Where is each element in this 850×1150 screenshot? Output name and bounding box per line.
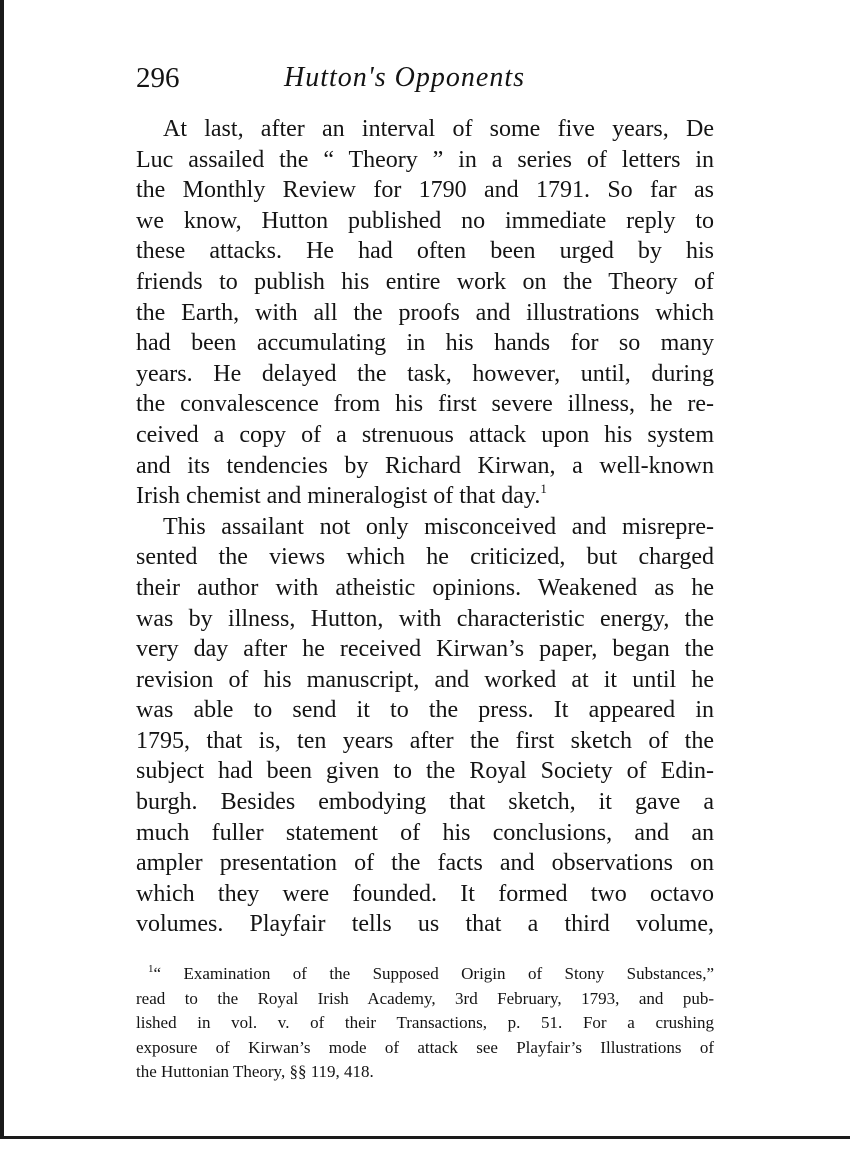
text-line: and its tendencies by Richard Kirwan, a well-known <box>136 452 714 479</box>
footnote-line: the Huttonian Theory, §§ 119, 418. <box>136 1062 374 1082</box>
body-text <box>136 114 714 940</box>
page-edge-left <box>0 0 4 1138</box>
book-page <box>136 58 714 1085</box>
page-edge-bottom <box>0 1136 850 1139</box>
text-line: revision of his manuscript, and worked at it until he <box>136 666 714 693</box>
footnote-marker: 1 <box>148 963 154 976</box>
text-line: 1795, that is, ten years after the first sketch of the <box>136 727 714 754</box>
text-line: was by illness, Hutton, with characteristic energy, the <box>136 605 714 632</box>
text-line: ceived a copy of a strenuous attack upon his system <box>136 421 714 448</box>
text-line: the Monthly Review for 1790 and 1791. So far as <box>136 177 714 204</box>
text-line: At last, after an interval of some five years, De <box>163 116 714 142</box>
text-line: sented the views which he criticized, but charged <box>136 544 714 571</box>
footnote-line: read to the Royal Irish Academy, 3rd February, 1793, and pub- <box>136 988 714 1008</box>
page-header <box>136 58 714 98</box>
text-line: very day after he received Kirwan’s paper, began the <box>136 636 714 663</box>
footnote-line: exposure of Kirwan’s mode of attack see Playfair’s Illustrations of <box>136 1037 714 1057</box>
text-line: much fuller statement of his conclusions, and an <box>136 819 714 846</box>
text-line: the convalescence from his first severe illness, he re- <box>136 391 714 418</box>
text-line: burgh. Besides embodying that sketch, it gave a <box>136 789 714 816</box>
footnote-line: lished in vol. v. of their Transactions, p. 51. For a crushing <box>136 1013 714 1033</box>
paragraph-1 <box>136 114 714 512</box>
text-line-content: Irish chemist and mineralogist of that day. <box>136 483 541 510</box>
text-line: was able to send it to the press. It appeared in <box>136 697 714 724</box>
text-line: volumes. Playfair tells us that a third volume, <box>136 911 714 938</box>
text-line: subject had been given to the Royal Society of Edin- <box>136 758 714 785</box>
text-line: their author with atheistic opinions. Weakened as he <box>136 574 714 601</box>
page-number: 296 <box>136 62 180 94</box>
footnote-reference: 1 <box>540 481 547 497</box>
footnote-line-content: “ Examination of the Supposed Origin of Stony Substances,” <box>153 964 714 984</box>
text-line: Luc assailed the “ Theory ” in a series of letters in <box>136 146 714 173</box>
text-line: ampler presentation of the facts and observations on <box>136 850 714 877</box>
footnote-line <box>136 962 714 987</box>
text-line: we know, Hutton published no immediate reply to <box>136 207 714 234</box>
text-line: years. He delayed the task, however, until, during <box>136 360 714 387</box>
text-line: these attacks. He had often been urged by his <box>136 238 714 265</box>
text-line: This assailant not only misconceived and misrepre- <box>163 513 714 540</box>
paragraph-2 <box>136 512 714 940</box>
text-line: friends to publish his entire work on the Theory of <box>136 268 714 295</box>
text-line: the Earth, with all the proofs and illustrations which <box>136 299 714 326</box>
text-line: had been accumulating in his hands for so many <box>136 330 714 357</box>
text-line: which they were founded. It formed two octavo <box>136 880 714 907</box>
running-title: Hutton's Opponents <box>284 62 525 93</box>
text-line <box>136 481 714 512</box>
footnote <box>136 962 714 1085</box>
